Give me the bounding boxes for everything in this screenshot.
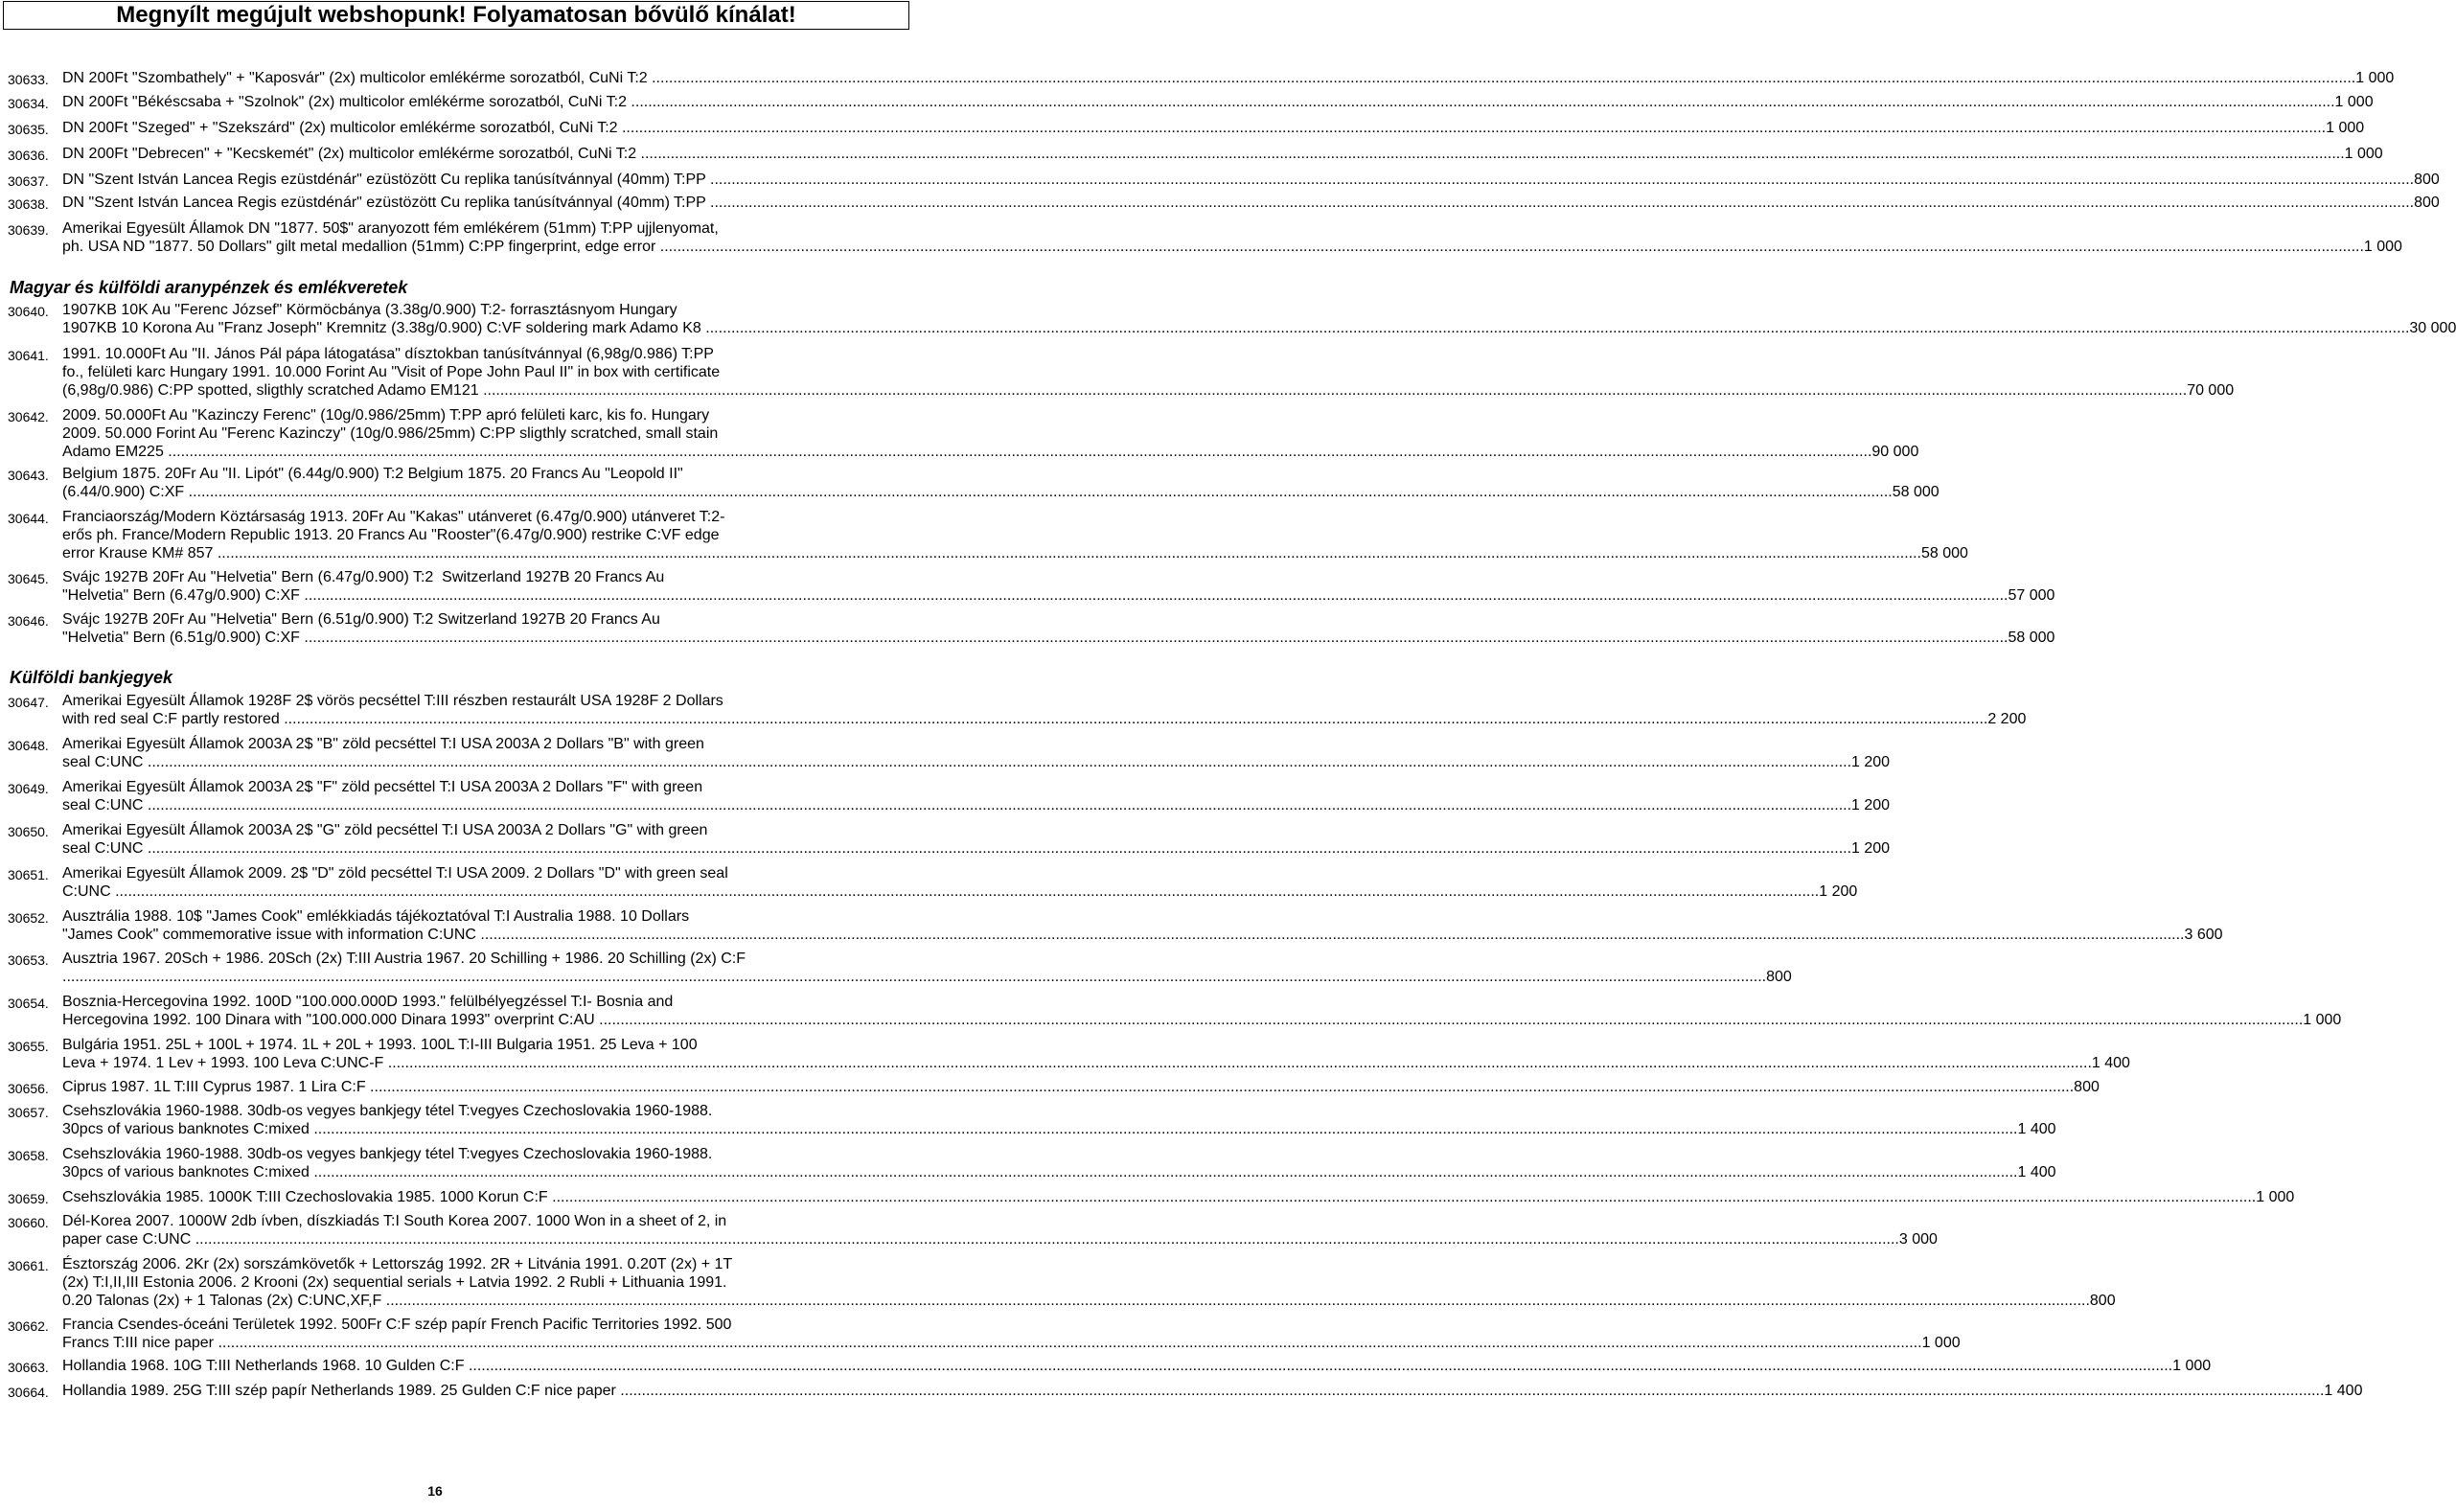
lot-item xyxy=(8,1078,2100,1096)
lot-number: 30662. xyxy=(8,1318,49,1334)
lot-description-text: with red seal C:F partly restored xyxy=(62,711,285,727)
dot-leader: ................................................................................................................................................................................................................................................................................................................................................................................................................ xyxy=(188,484,1893,500)
dot-leader: ................................................................................................................................................................................................................................................................................................................................................................................................................ xyxy=(387,1055,2092,1071)
lot-price: 57 000 xyxy=(2008,587,2055,604)
lot-description-last-line xyxy=(8,145,2383,163)
lot-description-line: Svájc 1927B 20Fr Au "Helvetia" Bern (6.47g/0.900) T:2 Switzerland 1927B 20 Francs Au xyxy=(62,569,665,585)
lot-price: 1 000 xyxy=(2355,70,2395,86)
lot-description-text: C:UNC xyxy=(62,883,116,900)
lot-price: 58 000 xyxy=(1892,484,1940,500)
section-heading: Külföldi bankjegyek xyxy=(10,668,173,687)
lot-description-last-line xyxy=(8,968,1792,986)
lot-description-text: "Helvetia" Bern (6.47g/0.900) C:XF xyxy=(62,587,305,604)
lot-item xyxy=(8,194,2440,212)
lot-item xyxy=(8,692,2027,728)
lot-number: 30652. xyxy=(8,910,49,926)
dot-leader: ................................................................................................................................................................................................................................................................................................................................................................................................................ xyxy=(621,120,2327,136)
lot-description-last-line xyxy=(8,1188,2295,1206)
lot-description-line: Csehszlovákia 1960-1988. 30db-os vegyes bankjegy tétel T:vegyes Czechoslovakia 1960-1988. xyxy=(62,1103,713,1119)
lot-description-text: 30pcs of various banknotes C:mixed xyxy=(62,1121,314,1137)
lot-description-last-line xyxy=(8,629,2055,647)
dot-leader: ................................................................................................................................................................................................................................................................................................................................................................................................................ xyxy=(640,146,2345,162)
dot-leader: ................................................................................................................................................................................................................................................................................................................................................................................................................ xyxy=(468,1358,2173,1374)
lot-description-text: DN 200Ft "Debrecen" + "Kecskemét" (2x) multicolor emlékérme sorozatból, CuNi T:2 xyxy=(62,146,641,162)
lot-item xyxy=(8,1145,2056,1181)
lot-description-line: Amerikai Egyesült Államok 2003A 2$ "B" zöld pecséttel T:I USA 2003A 2 Dollars "B" with green xyxy=(62,736,704,752)
lot-item xyxy=(8,1188,2295,1206)
lot-item xyxy=(8,508,1968,562)
lot-price: 58 000 xyxy=(2008,630,2055,646)
lot-price: 800 xyxy=(2089,1293,2116,1309)
lot-number: 30644. xyxy=(8,511,49,526)
lot-item xyxy=(8,1382,2363,1400)
lot-number: 30648. xyxy=(8,738,49,753)
lot-description-last-line xyxy=(8,796,1891,814)
lot-price: 3 600 xyxy=(2184,927,2223,943)
dot-leader: ................................................................................................................................................................................................................................................................................................................................................................................................................ xyxy=(599,1012,2304,1028)
lot-number: 30661. xyxy=(8,1258,49,1273)
lot-price: 1 400 xyxy=(2091,1055,2130,1071)
lot-description-line: Ausztrália 1988. 10$ "James Cook" emlékkiadás tájékoztatóval T:I Australia 1988. 10 Dollars xyxy=(62,908,690,925)
dot-leader: ................................................................................................................................................................................................................................................................................................................................................................................................................ xyxy=(385,1293,2090,1309)
lot-item xyxy=(8,219,2402,256)
lot-item xyxy=(8,778,1891,814)
dot-leader: ................................................................................................................................................................................................................................................................................................................................................................................................................ xyxy=(304,587,2008,604)
lot-description-last-line xyxy=(8,1120,2056,1138)
lot-number: 30639. xyxy=(8,222,49,238)
lot-description-last-line xyxy=(8,1011,2342,1029)
lot-item xyxy=(8,821,1891,858)
lot-description-line: 2009. 50.000 Forint Au "Ferenc Kazinczy" (10g/0.986/25mm) C:PP sligthly scratched, small stain xyxy=(62,425,719,442)
lot-number: 30638. xyxy=(8,196,49,212)
lot-description-last-line xyxy=(8,882,1858,901)
dot-leader: ................................................................................................................................................................................................................................................................................................................................................................................................................ xyxy=(115,883,1820,900)
dot-leader: ................................................................................................................................................................................................................................................................................................................................................................................................................ xyxy=(705,320,2410,336)
lot-description-line: Amerikai Egyesült Államok 2003A 2$ "F" zöld pecséttel T:I USA 2003A 2 Dollars "F" with green xyxy=(62,779,703,795)
lot-description-text: 1907KB 10 Korona Au "Franz Joseph" Kremnitz (3.38g/0.900) C:VF soldering mark Adamo K8 xyxy=(62,320,706,336)
lot-price: 1 400 xyxy=(2017,1121,2056,1137)
lot-price: 1 000 xyxy=(2334,94,2374,110)
lot-item xyxy=(8,610,2055,647)
lot-price: 1 000 xyxy=(2363,239,2402,255)
lot-description-last-line xyxy=(8,753,1891,771)
lot-number: 30654. xyxy=(8,996,49,1011)
lot-price: 90 000 xyxy=(1871,444,1919,460)
lot-description-last-line xyxy=(8,171,2440,189)
lot-number: 30660. xyxy=(8,1215,49,1230)
lot-description-line: erős ph. France/Modern Republic 1913. 20 Francs Au "Rooster"(6.47g/0.900) restrike C:VF edge xyxy=(62,527,720,543)
dot-leader: ................................................................................................................................................................................................................................................................................................................................................................................................................ xyxy=(631,94,2335,110)
lot-number: 30645. xyxy=(8,571,49,586)
lot-item xyxy=(8,950,1792,986)
lot-description-last-line xyxy=(8,1357,2212,1375)
lot-description-line: Bulgária 1951. 25L + 100L + 1974. 1L + 20L + 1993. 100L T:I-III Bulgaria 1951. 25 Leva + 100 xyxy=(62,1037,698,1053)
lot-description-last-line xyxy=(8,544,1968,562)
dot-leader: ................................................................................................................................................................................................................................................................................................................................................................................................................ xyxy=(710,195,2415,211)
lot-item xyxy=(8,568,2055,605)
lot-description-line: Amerikai Egyesült Államok 2009. 2$ "D" zöld pecséttel T:I USA 2009. 2 Dollars "D" with green seal xyxy=(62,865,728,882)
dot-leader: ................................................................................................................................................................................................................................................................................................................................................................................................................ xyxy=(483,382,2188,399)
lot-description-text: Hollandia 1989. 25G T:III szép papír Netherlands 1989. 25 Gulden C:F nice paper xyxy=(62,1383,621,1399)
lot-description-line: Csehszlovákia 1960-1988. 30db-os vegyes bankjegy tétel T:vegyes Czechoslovakia 1960-1988. xyxy=(62,1146,713,1162)
lot-description-line: Franciaország/Modern Köztársaság 1913. 20Fr Au "Kakas" utánveret (6.47g/0.900) utánveret T:2- xyxy=(62,509,725,525)
lot-description-last-line xyxy=(8,69,2395,87)
dot-leader: ................................................................................................................................................................................................................................................................................................................................................................................................................ xyxy=(195,1231,1899,1248)
lot-price: 2 200 xyxy=(1987,711,2027,727)
section-heading: Magyar és külföldi aranypénzek és emlékveretek xyxy=(10,278,408,297)
lot-description-text: (6.44/0.900) C:XF xyxy=(62,484,189,500)
lot-description-line: Észtország 2006. 2Kr (2x) sorszámkövetők + Lettország 1992. 2R + Litvánia 1991. 0.20T (2x) + 1T xyxy=(62,1256,733,1272)
dot-leader: ................................................................................................................................................................................................................................................................................................................................................................................................................ xyxy=(659,239,2364,255)
lot-description-last-line xyxy=(8,839,1891,858)
lot-description-text: DN 200Ft "Békéscsaba + "Szolnok" (2x) multicolor emlékérme sorozatból, CuNi T:2 xyxy=(62,94,631,110)
lot-number: 30634. xyxy=(8,96,49,111)
lot-description-text: (6,98g/0.986) C:PP spotted, sligthly scratched Adamo EM121 xyxy=(62,382,484,399)
dot-leader: ................................................................................................................................................................................................................................................................................................................................................................................................................ xyxy=(620,1383,2325,1399)
lot-description-line: Ausztria 1967. 20Sch + 1986. 20Sch (2x) T:III Austria 1967. 20 Schilling + 1986. 20 Schilling (2x) C:F xyxy=(62,951,746,967)
dot-leader: ................................................................................................................................................................................................................................................................................................................................................................................................................ xyxy=(217,545,1921,561)
dot-leader: ................................................................................................................................................................................................................................................................................................................................................................................................................ xyxy=(480,927,2185,943)
lot-description-text: DN "Szent István Lancea Regis ezüstdénár" ezüstözött Cu replika tanúsítvánnyal (40mm) T:PP xyxy=(62,195,710,211)
dot-leader: ................................................................................................................................................................................................................................................................................................................................................................................................................ xyxy=(147,840,1852,857)
lot-description-last-line xyxy=(8,1054,2130,1072)
lot-item xyxy=(8,907,2223,944)
dot-leader: ................................................................................................................................................................................................................................................................................................................................................................................................................ xyxy=(304,630,2008,646)
lot-description-text: "Helvetia" Bern (6.51g/0.900) C:XF xyxy=(62,630,305,646)
lot-number: 30647. xyxy=(8,695,49,710)
lot-description-text: Leva + 1974. 1 Lev + 1993. 100 Leva C:UNC-F xyxy=(62,1055,388,1071)
lot-item xyxy=(8,1036,2130,1072)
lot-item xyxy=(8,406,1919,461)
lot-description-line: 1907KB 10K Au "Ferenc József" Körmöcbánya (3.38g/0.900) T:2- forrasztásnyom Hungary xyxy=(62,302,677,318)
dot-leader: ................................................................................................................................................................................................................................................................................................................................................................................................................ xyxy=(168,444,1872,460)
lot-number: 30655. xyxy=(8,1039,49,1054)
dot-leader: ................................................................................................................................................................................................................................................................................................................................................................................................................ xyxy=(218,1335,1922,1351)
dot-leader: ................................................................................................................................................................................................................................................................................................................................................................................................................ xyxy=(147,797,1852,813)
lot-description-text: seal C:UNC xyxy=(62,840,148,857)
lot-item xyxy=(8,1102,2056,1138)
lot-price: 1 200 xyxy=(1819,883,1858,900)
lot-item xyxy=(8,93,2374,111)
lot-item xyxy=(8,345,2235,400)
lot-price: 1 400 xyxy=(2324,1383,2363,1399)
lot-description-line: Dél-Korea 2007. 1000W 2db ívben, díszkiadás T:I South Korea 2007. 1000 Won in a sheet of 2, in xyxy=(62,1213,727,1229)
lot-description-text: Francs T:III nice paper xyxy=(62,1335,218,1351)
lot-number: 30656. xyxy=(8,1081,49,1096)
lot-price: 1 200 xyxy=(1851,754,1891,770)
lot-description-last-line xyxy=(8,443,1919,461)
lot-description-last-line xyxy=(8,586,2055,605)
lot-price: 1 000 xyxy=(1921,1335,1961,1351)
lot-description-text: DN 200Ft "Szombathely" + "Kaposvár" (2x) multicolor emlékérme sorozatból, CuNi T:2 xyxy=(62,70,653,86)
lot-number: 30651. xyxy=(8,867,49,882)
lot-item xyxy=(8,1316,1961,1352)
lot-number: 30637. xyxy=(8,173,49,189)
lot-description-line: (2x) T:I,II,III Estonia 2006. 2 Krooni (2x) sequential serials + Latvia 1992. 2 Rubli + Lithuania 1991. xyxy=(62,1274,727,1291)
webshop-banner: Megnyílt megújult webshopunk! Folyamatosan bővülő kínálat! xyxy=(3,1,909,30)
lot-description-text: paper case C:UNC xyxy=(62,1231,195,1248)
dot-leader: ................................................................................................................................................................................................................................................................................................................................................................................................................ xyxy=(652,70,2356,86)
lot-number: 30664. xyxy=(8,1385,49,1400)
lot-description-line: 1991. 10.000Ft Au "II. János Pál pápa látogatása" dísztokban tanúsítvánnyal (6,98g/0.986) T:PP xyxy=(62,346,714,362)
lot-number: 30658. xyxy=(8,1148,49,1163)
dot-leader: ................................................................................................................................................................................................................................................................................................................................................................................................................ xyxy=(370,1079,2075,1095)
dot-leader: ................................................................................................................................................................................................................................................................................................................................................................................................................ xyxy=(552,1189,2257,1205)
lot-price: 1 400 xyxy=(2017,1164,2056,1180)
lot-description-last-line xyxy=(8,1163,2056,1181)
lot-description-last-line xyxy=(8,710,2027,728)
lot-item xyxy=(8,1212,1938,1249)
lot-description-last-line xyxy=(8,119,2365,137)
lot-price: 1 000 xyxy=(2326,120,2365,136)
dot-leader: ................................................................................................................................................................................................................................................................................................................................................................................................................ xyxy=(313,1121,2018,1137)
lot-description-line: Amerikai Egyesült Államok DN "1877. 50$" aranyozott fém emlékérem (51mm) T:PP ujjlenyomat, xyxy=(62,220,719,237)
lot-description-last-line xyxy=(8,381,2235,400)
lot-description-text: Hollandia 1968. 10G T:III Netherlands 1968. 10 Gulden C:F xyxy=(62,1358,469,1374)
lot-price: 1 000 xyxy=(2303,1012,2342,1028)
lot-description-last-line xyxy=(8,1078,2100,1096)
lot-description-line: fo., felületi karc Hungary 1991. 10.000 Forint Au "Visit of Pope John Paul II" in box with certificate xyxy=(62,364,721,380)
lot-description-text: seal C:UNC xyxy=(62,754,148,770)
lot-description-text: ph. USA ND "1877. 50 Dollars" gilt metal medallion (51mm) C:PP fingerprint, edge error xyxy=(62,239,660,255)
lot-description-line: Francia Csendes-óceáni Területek 1992. 500Fr C:F szép papír French Pacific Territories 1992. 500 xyxy=(62,1317,732,1333)
lot-description-last-line xyxy=(8,1382,2363,1400)
lot-number: 30650. xyxy=(8,824,49,839)
lot-item xyxy=(8,171,2440,189)
lot-item xyxy=(8,1255,2116,1310)
lot-item xyxy=(8,145,2383,163)
lot-price: 70 000 xyxy=(2187,382,2235,399)
lot-price: 3 000 xyxy=(1898,1231,1938,1248)
lot-number: 30653. xyxy=(8,952,49,968)
lot-price: 1 000 xyxy=(2256,1189,2295,1205)
lot-price: 800 xyxy=(2074,1079,2100,1095)
lot-number: 30636. xyxy=(8,148,49,163)
lot-number: 30649. xyxy=(8,781,49,796)
lot-description-line: 2009. 50.000Ft Au "Kazinczy Ferenc" (10g/0.986/25mm) T:PP apró felületi karc, kis fo. Hungary xyxy=(62,407,710,424)
lot-description-last-line xyxy=(8,319,2456,337)
dot-leader: ................................................................................................................................................................................................................................................................................................................................................................................................................ xyxy=(313,1164,2018,1180)
lot-price: 30 000 xyxy=(2409,320,2456,336)
lot-number: 30640. xyxy=(8,304,49,319)
lot-item xyxy=(8,69,2395,87)
lot-number: 30646. xyxy=(8,613,49,629)
lot-description-line: Amerikai Egyesült Államok 2003A 2$ "G" zöld pecséttel T:I USA 2003A 2 Dollars "G" with green xyxy=(62,822,708,838)
lot-description-last-line xyxy=(8,926,2223,944)
lot-description-text: Ciprus 1987. 1L T:III Cyprus 1987. 1 Lira C:F xyxy=(62,1079,371,1095)
dot-leader: ................................................................................................................................................................................................................................................................................................................................................................................................................ xyxy=(284,711,1988,727)
lot-description-line: Belgium 1875. 20Fr Au "II. Lipót" (6.44g/0.900) T:2 Belgium 1875. 20 Francs Au "Leopold II" xyxy=(62,466,683,482)
lot-description-text: 0.20 Talonas (2x) + 1 Talonas (2x) C:UNC,XF,F xyxy=(62,1293,386,1309)
lot-number: 30643. xyxy=(8,468,49,483)
lot-price: 1 200 xyxy=(1851,797,1891,813)
lot-description-text: DN "Szent István Lancea Regis ezüstdénár" ezüstözött Cu replika tanúsítvánnyal (40mm) T:PP xyxy=(62,172,710,188)
lot-price: 1 000 xyxy=(2172,1358,2212,1374)
lot-number: 30659. xyxy=(8,1191,49,1206)
dot-leader: ................................................................................................................................................................................................................................................................................................................................................................................................................ xyxy=(62,969,1767,985)
lot-description-line: Svájc 1927B 20Fr Au "Helvetia" Bern (6.51g/0.900) T:2 Switzerland 1927B 20 Francs Au xyxy=(62,611,660,628)
lot-item xyxy=(8,864,1858,901)
lot-description-last-line xyxy=(8,1292,2116,1310)
lot-price: 1 000 xyxy=(2344,146,2383,162)
lot-description-text: Adamo EM225 xyxy=(62,444,169,460)
lot-description-text: seal C:UNC xyxy=(62,797,148,813)
lot-description-last-line xyxy=(8,1334,1961,1352)
page-number: 16 xyxy=(427,1483,443,1499)
lot-description-line: Bosznia-Hercegovina 1992. 100D "100.000.000D 1993." felülbélyegzéssel T:I- Bosnia and xyxy=(62,994,674,1010)
lot-description-text: error Krause KM# 857 xyxy=(62,545,218,561)
lot-item xyxy=(8,301,2456,337)
lot-number: 30657. xyxy=(8,1105,49,1120)
lot-number: 30663. xyxy=(8,1360,49,1375)
lot-description-last-line xyxy=(8,483,1940,501)
lot-description-text: "James Cook" commemorative issue with information C:UNC xyxy=(62,927,481,943)
lot-description-last-line xyxy=(8,238,2402,256)
lot-number: 30633. xyxy=(8,72,49,87)
lot-item xyxy=(8,735,1891,771)
dot-leader: ................................................................................................................................................................................................................................................................................................................................................................................................................ xyxy=(147,754,1852,770)
dot-leader: ................................................................................................................................................................................................................................................................................................................................................................................................................ xyxy=(710,172,2415,188)
lot-description-text: 30pcs of various banknotes C:mixed xyxy=(62,1164,314,1180)
lot-number: 30635. xyxy=(8,122,49,137)
lot-description-text: Csehszlovákia 1985. 1000K T:III Czechoslovakia 1985. 1000 Korun C:F xyxy=(62,1189,553,1205)
lot-description-line: Amerikai Egyesült Államok 1928F 2$ vörös pecséttel T:III részben restaurált USA 1928F 2 Dollars xyxy=(62,693,723,709)
lot-description-text: Hercegovina 1992. 100 Dinara with "100.000.000 Dinara 1993" overprint C:AU xyxy=(62,1012,600,1028)
lot-item xyxy=(8,993,2342,1029)
lot-item xyxy=(8,1357,2212,1375)
lot-description-last-line xyxy=(8,1230,1938,1249)
lot-description-last-line xyxy=(8,194,2440,212)
lot-item xyxy=(8,119,2365,137)
lot-price: 800 xyxy=(2414,195,2440,211)
lot-price: 1 200 xyxy=(1851,840,1891,857)
lot-description-last-line xyxy=(8,93,2374,111)
lot-price: 58 000 xyxy=(1920,545,1968,561)
lot-number: 30641. xyxy=(8,348,49,363)
lot-description-text: DN 200Ft "Szeged" + "Szekszárd" (2x) multicolor emlékérme sorozatból, CuNi T:2 xyxy=(62,120,622,136)
lot-item xyxy=(8,465,1940,501)
lot-price: 800 xyxy=(2414,172,2440,188)
lot-price: 800 xyxy=(1766,969,1792,985)
lot-number: 30642. xyxy=(8,409,49,424)
